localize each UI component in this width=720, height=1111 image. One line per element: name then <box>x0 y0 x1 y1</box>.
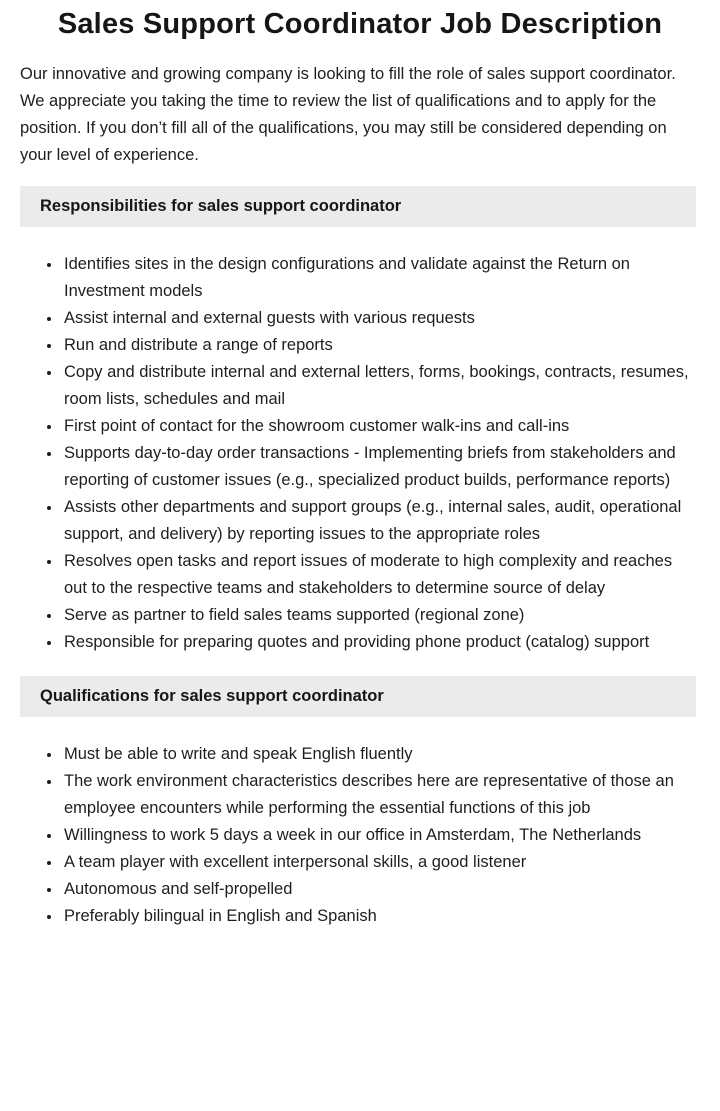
section-heading-label: Qualifications for sales support coordinator <box>40 687 384 705</box>
list-item: • Serve as partner to field sales teams supported (regional zone) <box>62 602 696 629</box>
list-item: • A team player with excellent interpersonal skills, a good listener <box>62 849 696 876</box>
qualifications-list <box>0 741 696 930</box>
list-item: • Supports day-to-day order transactions - Implementing briefs from stakeholders and reporting of customer issues (e.g., specialized product builds, performance reports) <box>62 440 696 494</box>
list-item: • Resolves open tasks and report issues of moderate to high complexity and reaches out to the respective teams and stakeholders to determine source of delay <box>62 548 696 602</box>
intro-paragraph: Our innovative and growing company is looking to fill the role of sales support coordinator. We appreciate you taking the time to review the list of qualifications and to apply for the position. If you don’t fill all of the qualifications, you may still be considered depending on your level of experience. <box>20 65 676 164</box>
qualifications-section <box>0 676 720 930</box>
section-header-qualifications <box>20 676 696 717</box>
list-item: • Autonomous and self-propelled <box>62 876 696 903</box>
list-item: • Responsible for preparing quotes and providing phone product (catalog) support <box>62 629 696 656</box>
list-item: • Willingness to work 5 days a week in our office in Amsterdam, The Netherlands <box>62 822 696 849</box>
section-header-responsibilities <box>20 186 696 227</box>
responsibilities-list <box>0 251 696 656</box>
list-item: • Copy and distribute internal and external letters, forms, bookings, contracts, resumes, room lists, schedules and mail <box>62 359 696 413</box>
page-title: Sales Support Coordinator Job Description <box>57 8 663 40</box>
list-item: • Assists other departments and support groups (e.g., internal sales, audit, operational support, and delivery) by reporting issues to the appropriate roles <box>62 494 696 548</box>
list-item: • Run and distribute a range of reports <box>62 332 696 359</box>
section-heading-label: Responsibilities for sales support coordinator <box>40 197 402 215</box>
list-item: • First point of contact for the showroom customer walk-ins and call-ins <box>62 413 696 440</box>
list-item: • Assist internal and external guests with various requests <box>62 305 696 332</box>
list-item: • Preferably bilingual in English and Spanish <box>62 903 696 930</box>
responsibilities-section <box>0 186 720 656</box>
list-item: • Identifies sites in the design configurations and validate against the Return on Investment models <box>62 251 696 305</box>
list-item: • Must be able to write and speak English fluently <box>62 741 696 768</box>
list-item: • The work environment characteristics describes here are representative of those an employee encounters while performing the essential functions of this job <box>62 768 696 822</box>
